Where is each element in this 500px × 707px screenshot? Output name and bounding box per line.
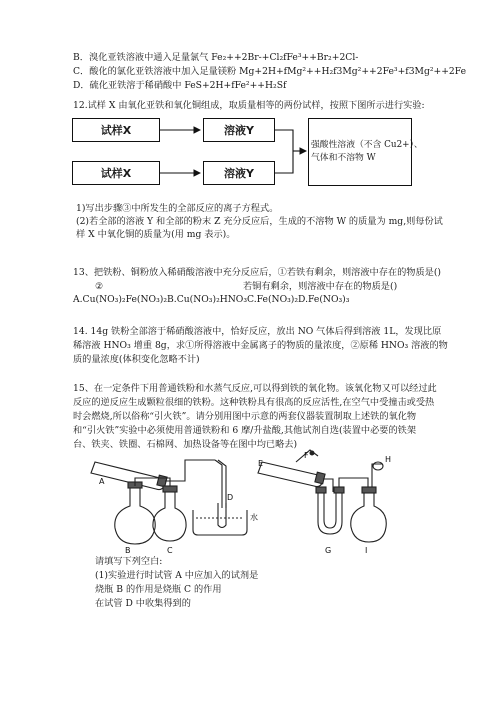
option-d: D．硫化亚铁溶于稀硝酸中 FeS+2H+fFe²++H₂Sf <box>73 80 287 91</box>
option-c: C．酸化的氯化亚铁溶液中加入足量镁粉 Mg+2H+fMg²++H₂f3Mg²++2Fe³+f3Mg²++2Fe <box>73 66 467 77</box>
fill-line-1: (1)实验进行时试管 A 中应加入的试剂是 <box>95 570 259 581</box>
q14-line1: 14. 14g 铁粉全部溶于稀硝酸溶液中，恰好反应，放出 NO 气体后得到溶液 1L，发现比原 <box>73 326 442 337</box>
q14-line3: 质的量浓度(体积变化忽略不计) <box>73 354 200 365</box>
label-i: I <box>365 546 368 555</box>
label-b: B <box>125 546 131 555</box>
q12-stem: 12.试样 X 由氧化亚铁和氧化铜组成，取质量相等的两份试样，按照下图所示进行实验: <box>73 100 425 111</box>
q15-line1: 15、在一定条件下用普通铁粉和水蒸气反应,可以得到铁的氧化物。该氧化物又可以经过此 <box>73 383 437 394</box>
fill-line-3: 在试管 D 中收集得到的 <box>95 598 191 609</box>
option-b: B．溴化亚铁溶液中通入足量氯气 Fe₂++2Br-+Cl₂fFe³++Br₂+2Cl- <box>73 52 359 63</box>
q12-sub2a: (2)若全部的溶液 Y 和全部的粉末 Z 充分反应后，生成的不溶物 W 的质量为 mg,则每份试 <box>76 216 443 227</box>
solution-y-box-2: 溶液Y <box>203 161 275 185</box>
q13-line1: 13、把铁粉、铜粉放入稀硝酸溶液中充分反应后，①若铁有剩余，则溶液中存在的物质是() <box>73 267 441 278</box>
solution-y-box-1: 溶液Y <box>203 118 275 142</box>
q12-sub2b: 样 X 中氧化铜的质量为(用 mg 表示)。 <box>76 229 236 240</box>
label-c: C <box>167 546 173 555</box>
fill-title: 请填写下列空白: <box>95 556 163 567</box>
sample-x-box-2: 试样X <box>72 161 160 185</box>
label-d: D <box>227 493 234 502</box>
label-water: 水 <box>250 513 258 522</box>
label-e: E <box>258 459 264 468</box>
result-line-1: 强酸性溶液（不含 Cu2+）、 <box>311 140 423 150</box>
result-line-2: 气体和不溶物 W <box>311 153 376 163</box>
label-f: F <box>304 451 309 460</box>
label-h: H <box>385 455 392 464</box>
q13-options: A.Cu(NO₃)₂Fe(NO₃)₂B.Cu(NO₃)₂HNO₃C.Fe(NO₃)₂D.Fe(NO₃)₃ <box>73 294 350 305</box>
label-g: G <box>325 546 332 555</box>
label-a: A <box>99 477 105 486</box>
q15-line3: 时会燃烧,所以俗称“引火铁”。请分别用图中示意的两套仪器装置制取上述铁的氧化物 <box>73 411 417 422</box>
q13-line2: 若铜有剩余，则溶液中存在的物质是() <box>243 281 398 292</box>
q15-line2: 反应的逆反应生成颗粒很细的铁粉。这种铁粉具有很高的反应活性,在空气中受撞击或受热 <box>73 397 435 408</box>
q14-line2: 稀溶液 HNO₃ 增重 8g，求①所得溶液中金属离子的物质的量浓度，②原稀 HNO₃ 溶液的物 <box>73 340 448 351</box>
fill-line-2: 烧瓶 B 的作用是烧瓶 C 的作用 <box>95 584 222 595</box>
sample-x-box-1: 试样X <box>72 118 160 142</box>
q15-line5: 台、铁夹、铁圈、石棉网、加热设备等在图中均已略去) <box>73 439 298 450</box>
q13-line2-mark: ② <box>95 281 104 292</box>
q15-line4: 和“引火铁”实验中必须使用普通铁粉和 6 摩/升盐酸,其他试剂自选(装置中必要的铁架 <box>73 425 417 436</box>
q12-sub1: 1)写出步骤③中所发生的全部反应的离子方程式。 <box>76 203 279 214</box>
